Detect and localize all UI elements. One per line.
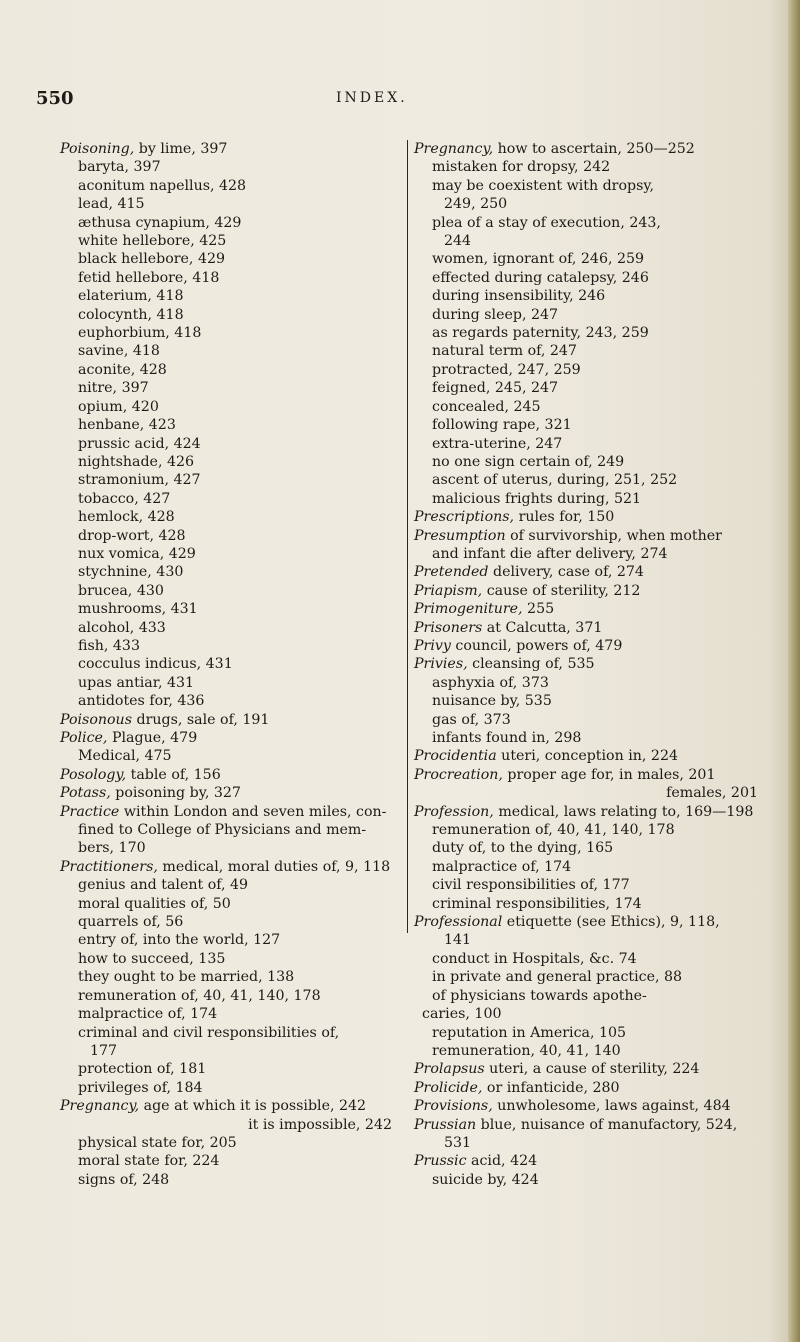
index-subentry: gas of, 373 bbox=[432, 711, 511, 728]
index-subentry: may be coexistent with dropsy, bbox=[432, 177, 655, 194]
entry-text: by lime, 397 bbox=[134, 141, 228, 157]
index-subentry: they ought to be married, 138 bbox=[78, 969, 295, 986]
index-subentry: effected during catalepsy, 246 bbox=[432, 269, 649, 286]
entry-text: rules for, 150 bbox=[514, 509, 615, 526]
index-entry bbox=[414, 655, 764, 673]
entry-heading: Privy bbox=[414, 637, 451, 654]
index-subentry: women, ignorant of, 246, 259 bbox=[432, 251, 645, 268]
index-subentry: stramonium, 427 bbox=[78, 472, 201, 489]
index-subentry: mushrooms, 431 bbox=[78, 601, 198, 618]
index-subentry: white hellebore, 425 bbox=[78, 233, 227, 250]
index-subentry: protection of, 181 bbox=[78, 1061, 207, 1078]
entry-text: Plague, 479 bbox=[107, 730, 198, 746]
index-subentry: following rape, 321 bbox=[432, 417, 572, 434]
index-subentry: bers, 170 bbox=[78, 840, 146, 857]
index-subentry: nux vomica, 429 bbox=[78, 545, 196, 562]
index-entry bbox=[414, 508, 764, 526]
entry-text: within London and seven miles, con- bbox=[119, 803, 387, 820]
index-entry bbox=[414, 1097, 764, 1115]
index-column-left bbox=[60, 140, 398, 1189]
running-head: INDEX. bbox=[336, 90, 408, 106]
entry-heading: Prescriptions, bbox=[414, 509, 515, 526]
index-entry bbox=[60, 803, 398, 821]
entry-heading: Primogeniture, bbox=[414, 601, 523, 618]
index-entry bbox=[60, 140, 398, 158]
index-subentry: nitre, 397 bbox=[78, 380, 149, 397]
index-subentry: 244 bbox=[444, 233, 472, 250]
index-subentry: plea of a stay of execution, 243, bbox=[432, 214, 661, 231]
index-subentry: aconite, 428 bbox=[78, 361, 167, 378]
entry-text: medical, laws relating to, 169—198 bbox=[493, 803, 754, 820]
index-subentry: fined to College of Physicians and mem- bbox=[78, 822, 367, 839]
entry-text: unwholesome, laws against, 484 bbox=[492, 1098, 731, 1115]
entry-text: how to ascertain, 250—252 bbox=[493, 141, 695, 157]
entry-text: or infanticide, 280 bbox=[482, 1079, 620, 1096]
index-subentry: duty of, to the dying, 165 bbox=[432, 840, 614, 857]
index-subentry: brucea, 430 bbox=[78, 582, 164, 599]
index-entry bbox=[414, 1116, 764, 1134]
index-entry bbox=[414, 619, 764, 637]
index-subentry: 249, 250 bbox=[444, 196, 508, 213]
page-number: 550 bbox=[36, 88, 74, 109]
index-subentry: criminal responsibilities, 174 bbox=[432, 895, 642, 912]
index-subentry: criminal and civil responsibilities of, bbox=[78, 1024, 340, 1041]
page-header bbox=[36, 88, 716, 112]
index-subentry: privileges of, 184 bbox=[78, 1079, 203, 1096]
index-subentry: quarrels of, 56 bbox=[78, 914, 184, 931]
index-subentry: 531 bbox=[444, 1134, 472, 1151]
index-subentry: caries, 100 bbox=[422, 1006, 502, 1023]
entry-heading: Privies, bbox=[414, 656, 468, 673]
index-subentry: antidotes for, 436 bbox=[78, 693, 205, 710]
index-entry bbox=[60, 784, 398, 802]
index-subentry: elaterium, 418 bbox=[78, 288, 184, 305]
index-subentry: concealed, 245 bbox=[432, 398, 541, 415]
index-subentry: and infant die after delivery, 274 bbox=[432, 545, 668, 562]
index-entry bbox=[60, 858, 398, 876]
index-subentry: suicide by, 424 bbox=[432, 1171, 539, 1188]
entry-heading: Prussian bbox=[414, 1116, 477, 1133]
index-subentry: 141 bbox=[444, 932, 472, 949]
index-subentry: prussic acid, 424 bbox=[78, 435, 201, 452]
index-subentry: as regards paternity, 243, 259 bbox=[432, 325, 649, 342]
entry-text: poisoning by, 327 bbox=[110, 785, 241, 802]
index-subentry: remuneration of, 40, 41, 140, 178 bbox=[432, 822, 675, 839]
index-subentry: drop-wort, 428 bbox=[78, 527, 186, 544]
entry-heading: Procidentia bbox=[414, 748, 497, 765]
index-entry bbox=[414, 1060, 764, 1078]
index-subentry: æthusa cynapium, 429 bbox=[78, 214, 242, 231]
index-subentry: it is impossible, 242 bbox=[248, 1116, 392, 1133]
entry-text: blue, nuisance of manufactory, 524, bbox=[476, 1116, 738, 1133]
entry-heading: Prolicide, bbox=[414, 1079, 483, 1096]
index-subentry: hemlock, 428 bbox=[78, 509, 175, 526]
entry-text: of survivorship, when mother bbox=[505, 527, 722, 544]
index-subentry: moral state for, 224 bbox=[78, 1153, 220, 1170]
index-subentry: baryta, 397 bbox=[78, 159, 161, 176]
index-subentry: lead, 415 bbox=[78, 196, 145, 213]
index-subentry: extra-uterine, 247 bbox=[432, 435, 563, 452]
index-subentry: feigned, 245, 247 bbox=[432, 380, 559, 397]
index-subentry: remuneration, 40, 41, 140 bbox=[432, 1042, 621, 1059]
entry-heading: Procreation, bbox=[414, 766, 503, 783]
index-subentry: entry of, into the world, 127 bbox=[78, 932, 281, 949]
index-column-right bbox=[407, 140, 764, 1188]
index-subentry: in private and general practice, 88 bbox=[432, 969, 683, 986]
index-entry bbox=[60, 729, 398, 747]
index-subentry: civil responsibilities of, 177 bbox=[432, 877, 630, 894]
index-entry bbox=[414, 582, 764, 600]
entry-text: uteri, a cause of sterility, 224 bbox=[484, 1061, 700, 1078]
index-subentry: malpractice of, 174 bbox=[78, 1006, 218, 1023]
index-entry bbox=[414, 1152, 764, 1170]
index-subentry: during sleep, 247 bbox=[432, 306, 559, 323]
entry-heading: Police, bbox=[60, 730, 108, 746]
index-subentry: cocculus indicus, 431 bbox=[78, 656, 233, 673]
index-entry bbox=[414, 766, 764, 784]
index-subentry: protracted, 247, 259 bbox=[432, 361, 581, 378]
entry-text: uteri, conception in, 224 bbox=[496, 748, 679, 765]
entry-text: council, powers of, 479 bbox=[450, 637, 623, 654]
entry-text: drugs, sale of, 191 bbox=[131, 711, 270, 728]
entry-heading: Presumption bbox=[414, 527, 506, 544]
entry-heading: Priapism, bbox=[414, 582, 483, 599]
index-entry bbox=[60, 1097, 398, 1115]
index-entry bbox=[414, 527, 764, 545]
index-subentry: aconitum napellus, 428 bbox=[78, 177, 247, 194]
entry-text: delivery, case of, 274 bbox=[488, 564, 644, 581]
index-subentry: 177 bbox=[90, 1042, 118, 1059]
index-entry bbox=[414, 637, 764, 655]
entry-heading: Practitioners, bbox=[60, 858, 158, 875]
index-subentry: henbane, 423 bbox=[78, 417, 176, 434]
entry-heading: Prussic bbox=[414, 1153, 467, 1170]
index-subentry: physical state for, 205 bbox=[78, 1134, 237, 1151]
index-entry bbox=[414, 600, 764, 618]
entry-text: table of, 156 bbox=[126, 766, 221, 783]
index-entry bbox=[414, 913, 764, 931]
entry-heading: Professional bbox=[414, 914, 503, 931]
index-subentry: nightshade, 426 bbox=[78, 453, 195, 470]
entry-heading: Practice bbox=[60, 803, 120, 820]
index-subentry: Medical, 475 bbox=[78, 748, 172, 765]
index-subentry: during insensibility, 246 bbox=[432, 288, 606, 305]
index-subentry: ascent of uterus, during, 251, 252 bbox=[432, 472, 678, 489]
entry-heading: Potass, bbox=[60, 785, 111, 802]
index-subentry: genius and talent of, 49 bbox=[78, 877, 249, 894]
entry-heading: Provisions, bbox=[414, 1098, 493, 1115]
index-subentry: conduct in Hospitals, &c. 74 bbox=[432, 950, 637, 967]
entry-heading: Profession, bbox=[414, 803, 494, 820]
index-subentry: infants found in, 298 bbox=[432, 730, 582, 746]
index-subentry: tobacco, 427 bbox=[78, 490, 171, 507]
index-subentry: colocynth, 418 bbox=[78, 306, 184, 323]
entry-heading: Pregnancy, bbox=[60, 1098, 140, 1115]
entry-text: medical, moral duties of, 9, 118 bbox=[157, 858, 391, 875]
index-subentry: fetid hellebore, 418 bbox=[78, 269, 220, 286]
index-subentry: savine, 418 bbox=[78, 343, 160, 360]
entry-text: etiquette (see Ethics), 9, 118, bbox=[502, 914, 720, 931]
entry-text: acid, 424 bbox=[466, 1153, 538, 1170]
index-subentry: asphyxia of, 373 bbox=[432, 674, 549, 691]
page-edge bbox=[788, 0, 800, 1342]
index-subentry: females, 201 bbox=[666, 785, 758, 802]
index-subentry: fish, 433 bbox=[78, 637, 140, 654]
index-entry bbox=[60, 766, 398, 784]
index-subentry: natural term of, 247 bbox=[432, 343, 577, 360]
index-subentry: malicious frights during, 521 bbox=[432, 490, 642, 507]
entry-text: cause of sterility, 212 bbox=[482, 582, 641, 599]
index-subentry: no one sign certain of, 249 bbox=[432, 453, 625, 470]
index-entry bbox=[60, 711, 398, 729]
index-subentry: opium, 420 bbox=[78, 398, 159, 415]
index-entry bbox=[414, 140, 764, 158]
entry-heading: Pregnancy, bbox=[414, 141, 494, 157]
entry-heading: Prolapsus bbox=[414, 1061, 485, 1078]
index-entry bbox=[414, 1079, 764, 1097]
entry-heading: Posology, bbox=[60, 766, 127, 783]
entry-heading: Poisonous bbox=[60, 711, 132, 728]
index-subentry: mistaken for dropsy, 242 bbox=[432, 159, 611, 176]
index-subentry: moral qualities of, 50 bbox=[78, 895, 231, 912]
index-subentry: stychnine, 430 bbox=[78, 564, 184, 581]
index-subentry: euphorbium, 418 bbox=[78, 325, 202, 342]
entry-heading: Poisoning, bbox=[60, 141, 135, 157]
entry-text: age at which it is possible, 242 bbox=[139, 1098, 367, 1115]
index-subentry: upas antiar, 431 bbox=[78, 674, 195, 691]
entry-text: cleansing of, 535 bbox=[467, 656, 595, 673]
index-subentry: nuisance by, 535 bbox=[432, 693, 552, 710]
index-subentry: how to succeed, 135 bbox=[78, 950, 226, 967]
index-subentry: signs of, 248 bbox=[78, 1171, 170, 1188]
index-entry bbox=[414, 747, 764, 765]
entry-text: at Calcutta, 371 bbox=[482, 619, 603, 636]
entry-heading: Prisoners bbox=[414, 619, 483, 636]
entry-text: 255 bbox=[522, 601, 555, 618]
index-entry bbox=[414, 803, 764, 821]
index-subentry: reputation in America, 105 bbox=[432, 1024, 627, 1041]
index-subentry: alcohol, 433 bbox=[78, 619, 166, 636]
entry-text: proper age for, in males, 201 bbox=[502, 766, 716, 783]
index-subentry: black hellebore, 429 bbox=[78, 251, 226, 268]
entry-heading: Pretended bbox=[414, 564, 489, 581]
index-subentry: malpractice of, 174 bbox=[432, 858, 572, 875]
index-entry bbox=[414, 563, 764, 581]
index-subentry: remuneration of, 40, 41, 140, 178 bbox=[78, 987, 321, 1004]
index-subentry: of physicians towards apothe- bbox=[432, 987, 647, 1004]
